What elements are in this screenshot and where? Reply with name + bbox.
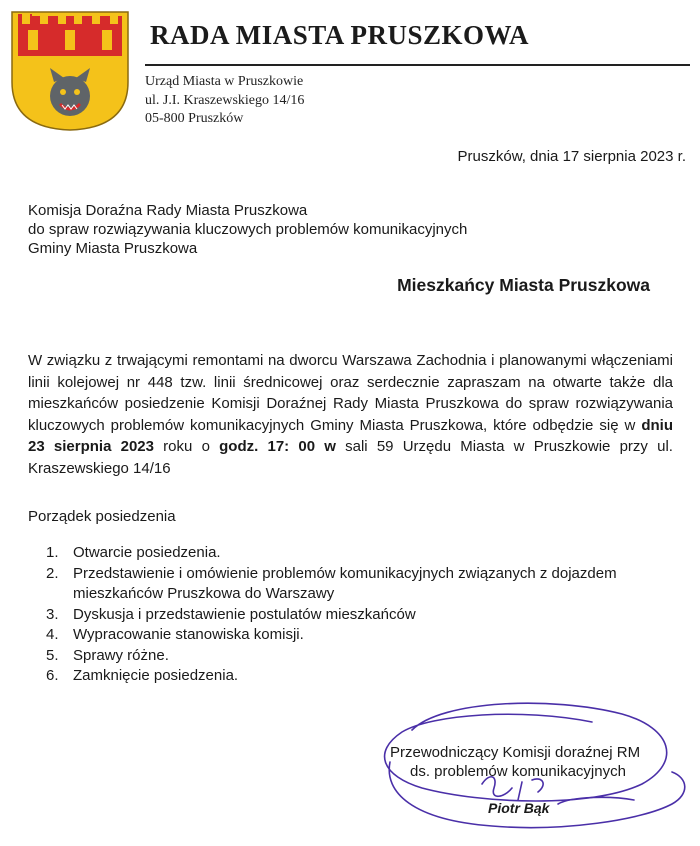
- signatory-name: Piotr Bąk: [488, 800, 550, 816]
- address-line: Urząd Miasta w Pruszkowie: [145, 74, 304, 89]
- agenda-item-text: Zamknięcie posiedzenia.: [73, 667, 239, 684]
- agenda-item-text: Otwarcie posiedzenia.: [73, 544, 221, 561]
- sender-line: Komisja Doraźna Rady Miasta Pruszkowa: [28, 202, 308, 219]
- org-title: RADA MIASTA PRUSZKOWA: [150, 20, 530, 50]
- agenda-item-number: 4.: [46, 626, 59, 643]
- agenda-list: [30, 543, 670, 687]
- meeting-date: dniu 23 sierpnia 2023: [28, 416, 673, 455]
- agenda-item: [30, 543, 670, 564]
- agenda-item-number: 6.: [46, 667, 59, 684]
- agenda-item-number: 5.: [46, 646, 59, 664]
- office-address: [145, 73, 304, 129]
- sender-line: do spraw rozwiązywania kluczowych problemów komunikacyjnych: [28, 221, 468, 238]
- address-line: ul. J.I. Kraszewskiego 14/16: [145, 92, 305, 108]
- agenda-item-number: 3.: [46, 605, 59, 623]
- signatory-subtitle: ds. problemów komunikacyjnych: [410, 763, 626, 780]
- agenda-item-number: 1.: [46, 544, 59, 561]
- sender-block: [28, 201, 467, 258]
- agenda-item-number: 2.: [46, 564, 59, 582]
- agenda-item-text: Przedstawienie i omówienie problemów komunikacyjnych związanych z dojazdem mieszkańców Pruszkowa do Warszawy: [73, 564, 617, 602]
- signatory-title: Przewodniczący Komisji doraźnej RM: [390, 744, 641, 761]
- body-text-part: W związku z trwającymi remontami na dworcu Warszawa Zachodnia i planowanymi włączeniami linii kolejowej nr 448 tzw. linii średnicowej oraz serdecznie zapraszam na otwarte także dla mieszkańców posiedzenie Komisji Doraźnej Rady Miasta Pruszkowa do spraw rozwiązywania kluczowych problemów komunikacyjnych Gminy Miasta Pruszkowa, które odbędzie się w: [28, 352, 673, 434]
- coat-of-arms-logo: [10, 10, 130, 132]
- address-line: 05-800 Pruszków: [145, 111, 244, 126]
- body-text-part: roku o: [153, 438, 220, 455]
- meeting-time: godz. 17: 00 w: [219, 438, 336, 455]
- letter-date: Pruszków, dnia 17 sierpnia 2023 r.: [457, 148, 686, 165]
- invitation-body: [28, 350, 673, 479]
- agenda-item: [30, 666, 670, 687]
- header-divider: [145, 64, 690, 66]
- agenda-item: [30, 564, 670, 605]
- body-text-part: sali 59 Urzędu Miasta w Pruszkowie przy ul. Kraszewskiego 14/16: [28, 438, 673, 477]
- agenda-item-text: Dyskusja i przedstawienie postulatów mieszkańców: [73, 605, 416, 623]
- agenda-item-text: Wypracowanie stanowiska komisji.: [73, 626, 304, 643]
- sender-line: Gminy Miasta Pruszkowa: [28, 240, 198, 257]
- agenda-item: [30, 605, 670, 626]
- agenda-item: [30, 625, 670, 646]
- agenda-item: [30, 646, 670, 667]
- agenda-item-text: Sprawy różne.: [73, 646, 169, 664]
- signature-block: [390, 743, 640, 818]
- agenda-heading: Porządek posiedzenia: [28, 508, 176, 525]
- recipient-heading: Mieszkańcy Miasta Pruszkowa: [397, 275, 650, 295]
